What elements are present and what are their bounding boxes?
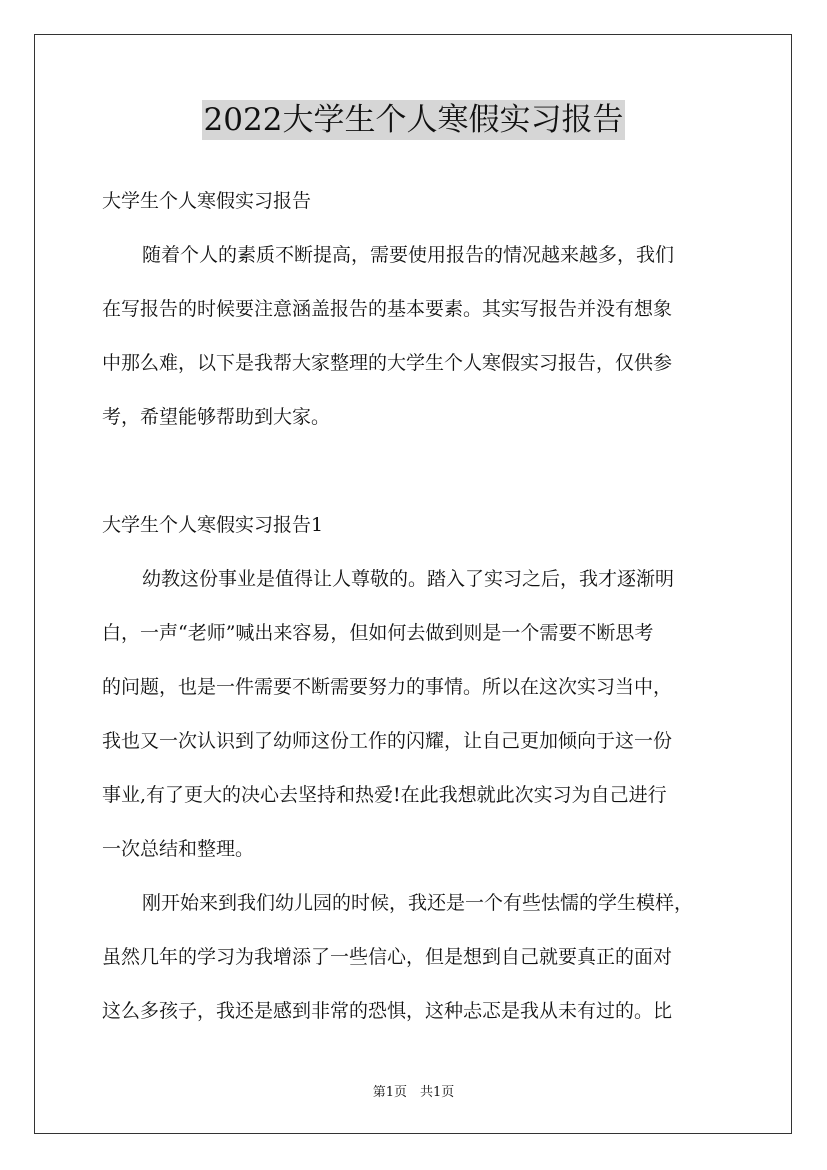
document-subtitle: 大学生个人寒假实习报告 — [102, 190, 312, 212]
intro-line: 随着个人的素质不断提高，需要使用报告的情况越来越多，我们 — [142, 244, 675, 266]
paragraph2-line: 虽然几年的学习为我增添了一些信心，但是想到自己就要真正的面对 — [102, 946, 673, 968]
title-container — [0, 100, 827, 140]
paragraph1-line: 一次总结和整理。 — [102, 838, 255, 860]
intro-line: 在写报告的时候要注意涵盖报告的基本要素。其实写报告并没有想象 — [102, 298, 673, 320]
intro-line: 中那么难，以下是我帮大家整理的大学生个人寒假实习报告，仅供参 — [102, 352, 673, 374]
document-body — [102, 174, 730, 1038]
paragraph1-line: 我也又一次认识到了幼师这份工作的闪耀，让自己更加倾向于这一份 — [102, 730, 673, 752]
paragraph1-line: 白，一声“老师”喊出来容易，但如何去做到则是一个需要不断思考 — [102, 622, 654, 644]
document-title: 2022大学生个人寒假实习报告 — [203, 102, 624, 138]
paragraph2-line: 刚开始来到我们幼儿园的时候，我还是一个有些怯懦的学生模样， — [142, 892, 694, 914]
paragraph1-line: 的问题，也是一件需要不断需要努力的事情。所以在这次实习当中， — [102, 676, 673, 698]
paragraph-spacer — [102, 444, 730, 498]
paragraph1-line: 幼教这份事业是值得让人尊敬的。踏入了实习之后，我才逐渐明 — [142, 568, 675, 590]
paragraph1-line: 事业,有了更大的决心去坚持和热爱!在此我想就此次实习为自己进行 — [102, 784, 667, 806]
paragraph2-line: 这么多孩子，我还是感到非常的恐惧，这种忐忑是我从未有过的。比 — [102, 1000, 673, 1022]
page-footer: 第1页 共1页 — [372, 1085, 455, 1100]
intro-line: 考，希望能够帮助到大家。 — [102, 406, 331, 428]
section-heading: 大学生个人寒假实习报告1 — [102, 514, 324, 536]
